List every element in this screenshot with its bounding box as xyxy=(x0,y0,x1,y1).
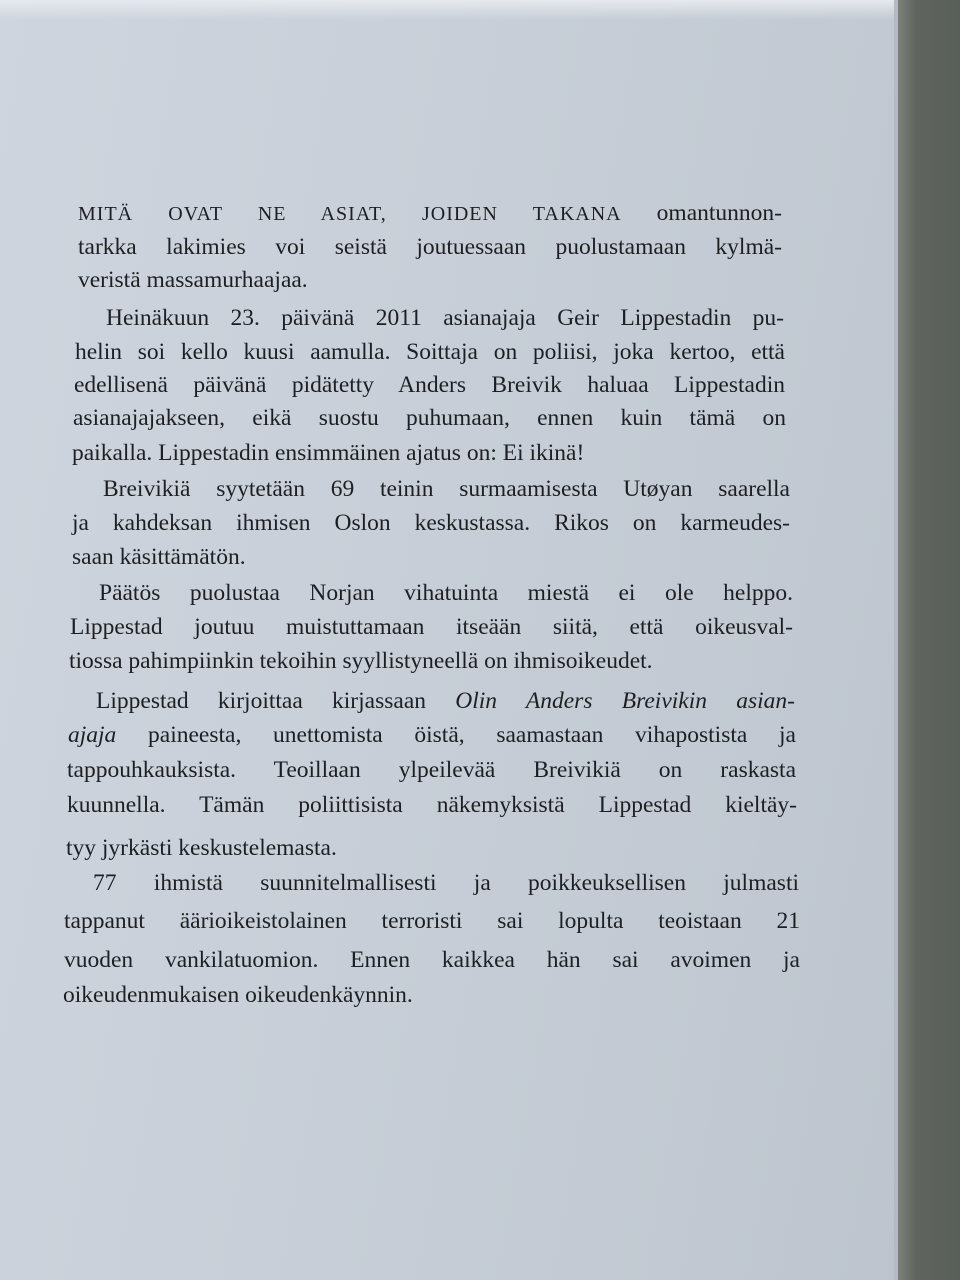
text-segment: Lippestad joutuu muistuttamaan itseään siitä, että oikeusval- xyxy=(70,614,793,640)
text-segment: kuunnella. Tämän poliittisista näkemyksistä Lippestad kieltäy- xyxy=(67,792,797,818)
text-segment: tiossa pahimpiinkin tekoihin syyllistyneellä on ihmisoikeudet. xyxy=(69,648,653,674)
text-segment: tyy jyrkästi keskustelemasta. xyxy=(66,835,337,861)
text-line xyxy=(70,614,793,641)
text-segment: vuoden vankilatuomion. Ennen kaikkea hän sai avoimen ja xyxy=(64,947,800,973)
text-line xyxy=(72,544,246,571)
text-segment: edellisenä päivänä pidätetty Anders Breivik haluaa Lippestadin xyxy=(74,372,785,398)
text-line xyxy=(72,440,584,467)
text-line xyxy=(99,580,793,607)
text-line xyxy=(96,688,795,715)
text-line xyxy=(78,200,782,227)
text-line xyxy=(78,267,308,294)
text-line xyxy=(103,476,790,503)
text-segment: paineesta, unettomista öistä, saamastaan vihapostista ja xyxy=(116,722,796,748)
text-line xyxy=(78,234,782,261)
text-segment: 77 ihmistä suunnitelmallisesti ja poikkeuksellisen julmasti xyxy=(93,870,799,896)
text-segment: Lippestad kirjoittaa kirjassaan xyxy=(96,688,456,714)
text-line xyxy=(93,870,799,897)
book-title-italic: Olin Anders Breivikin asian- xyxy=(455,688,795,714)
text-segment: omantunnon- xyxy=(621,200,782,226)
text-segment: Breivikiä syytetään 69 teinin surmaamisesta Utøyan saarella xyxy=(103,476,790,502)
text-line xyxy=(69,648,653,675)
text-segment: helin soi kello kuusi aamulla. Soittaja on poliisi, joka kertoo, että xyxy=(75,339,785,365)
text-line xyxy=(68,722,796,749)
text-segment: Päätös puolustaa Norjan vihatuinta miestä ei ole helppo. xyxy=(99,580,793,606)
text-line xyxy=(67,792,797,819)
text-segment: paikalla. Lippestadin ensimmäinen ajatus on: Ei ikinä! xyxy=(72,440,585,466)
text-segment: tappouhkauksista. Teoillaan ylpeilevää Breivikiä on raskasta xyxy=(67,757,796,783)
text-line xyxy=(73,405,786,432)
text-segment: oikeudenmukaisen oikeudenkäynnin. xyxy=(63,982,413,1008)
page-top-shading xyxy=(0,0,900,20)
text-segment: saan käsittämätön. xyxy=(72,544,246,570)
text-segment: asianajajakseen, eikä suostu puhumaan, ennen kuin tämä on xyxy=(73,405,786,431)
text-segment: tappanut äärioikeistolainen terroristi sai lopulta teoistaan 21 xyxy=(64,908,800,934)
text-line xyxy=(64,908,800,935)
text-line xyxy=(64,947,800,974)
text-line xyxy=(63,982,413,1009)
text-line xyxy=(75,339,785,366)
book-cover-spine xyxy=(898,0,960,1280)
text-segment: veristä massamurhaajaa. xyxy=(78,267,308,293)
text-segment: ja kahdeksan ihmisen Oslon keskustassa. Rikos on karmeudes- xyxy=(72,510,790,536)
book-title-italic: ajaja xyxy=(68,722,117,748)
lead-in-caps: MITÄ OVAT NE ASIAT, JOIDEN TAKANA xyxy=(78,203,622,225)
text-line xyxy=(72,510,790,537)
text-line xyxy=(66,835,337,862)
text-segment: Heinäkuun 23. päivänä 2011 asianajaja Geir Lippestadin pu- xyxy=(106,305,784,331)
text-line xyxy=(74,372,785,399)
text-line xyxy=(67,757,796,784)
text-line xyxy=(106,305,784,332)
text-segment: tarkka lakimies voi seistä joutuessaan puolustamaan kylmä- xyxy=(78,234,782,260)
